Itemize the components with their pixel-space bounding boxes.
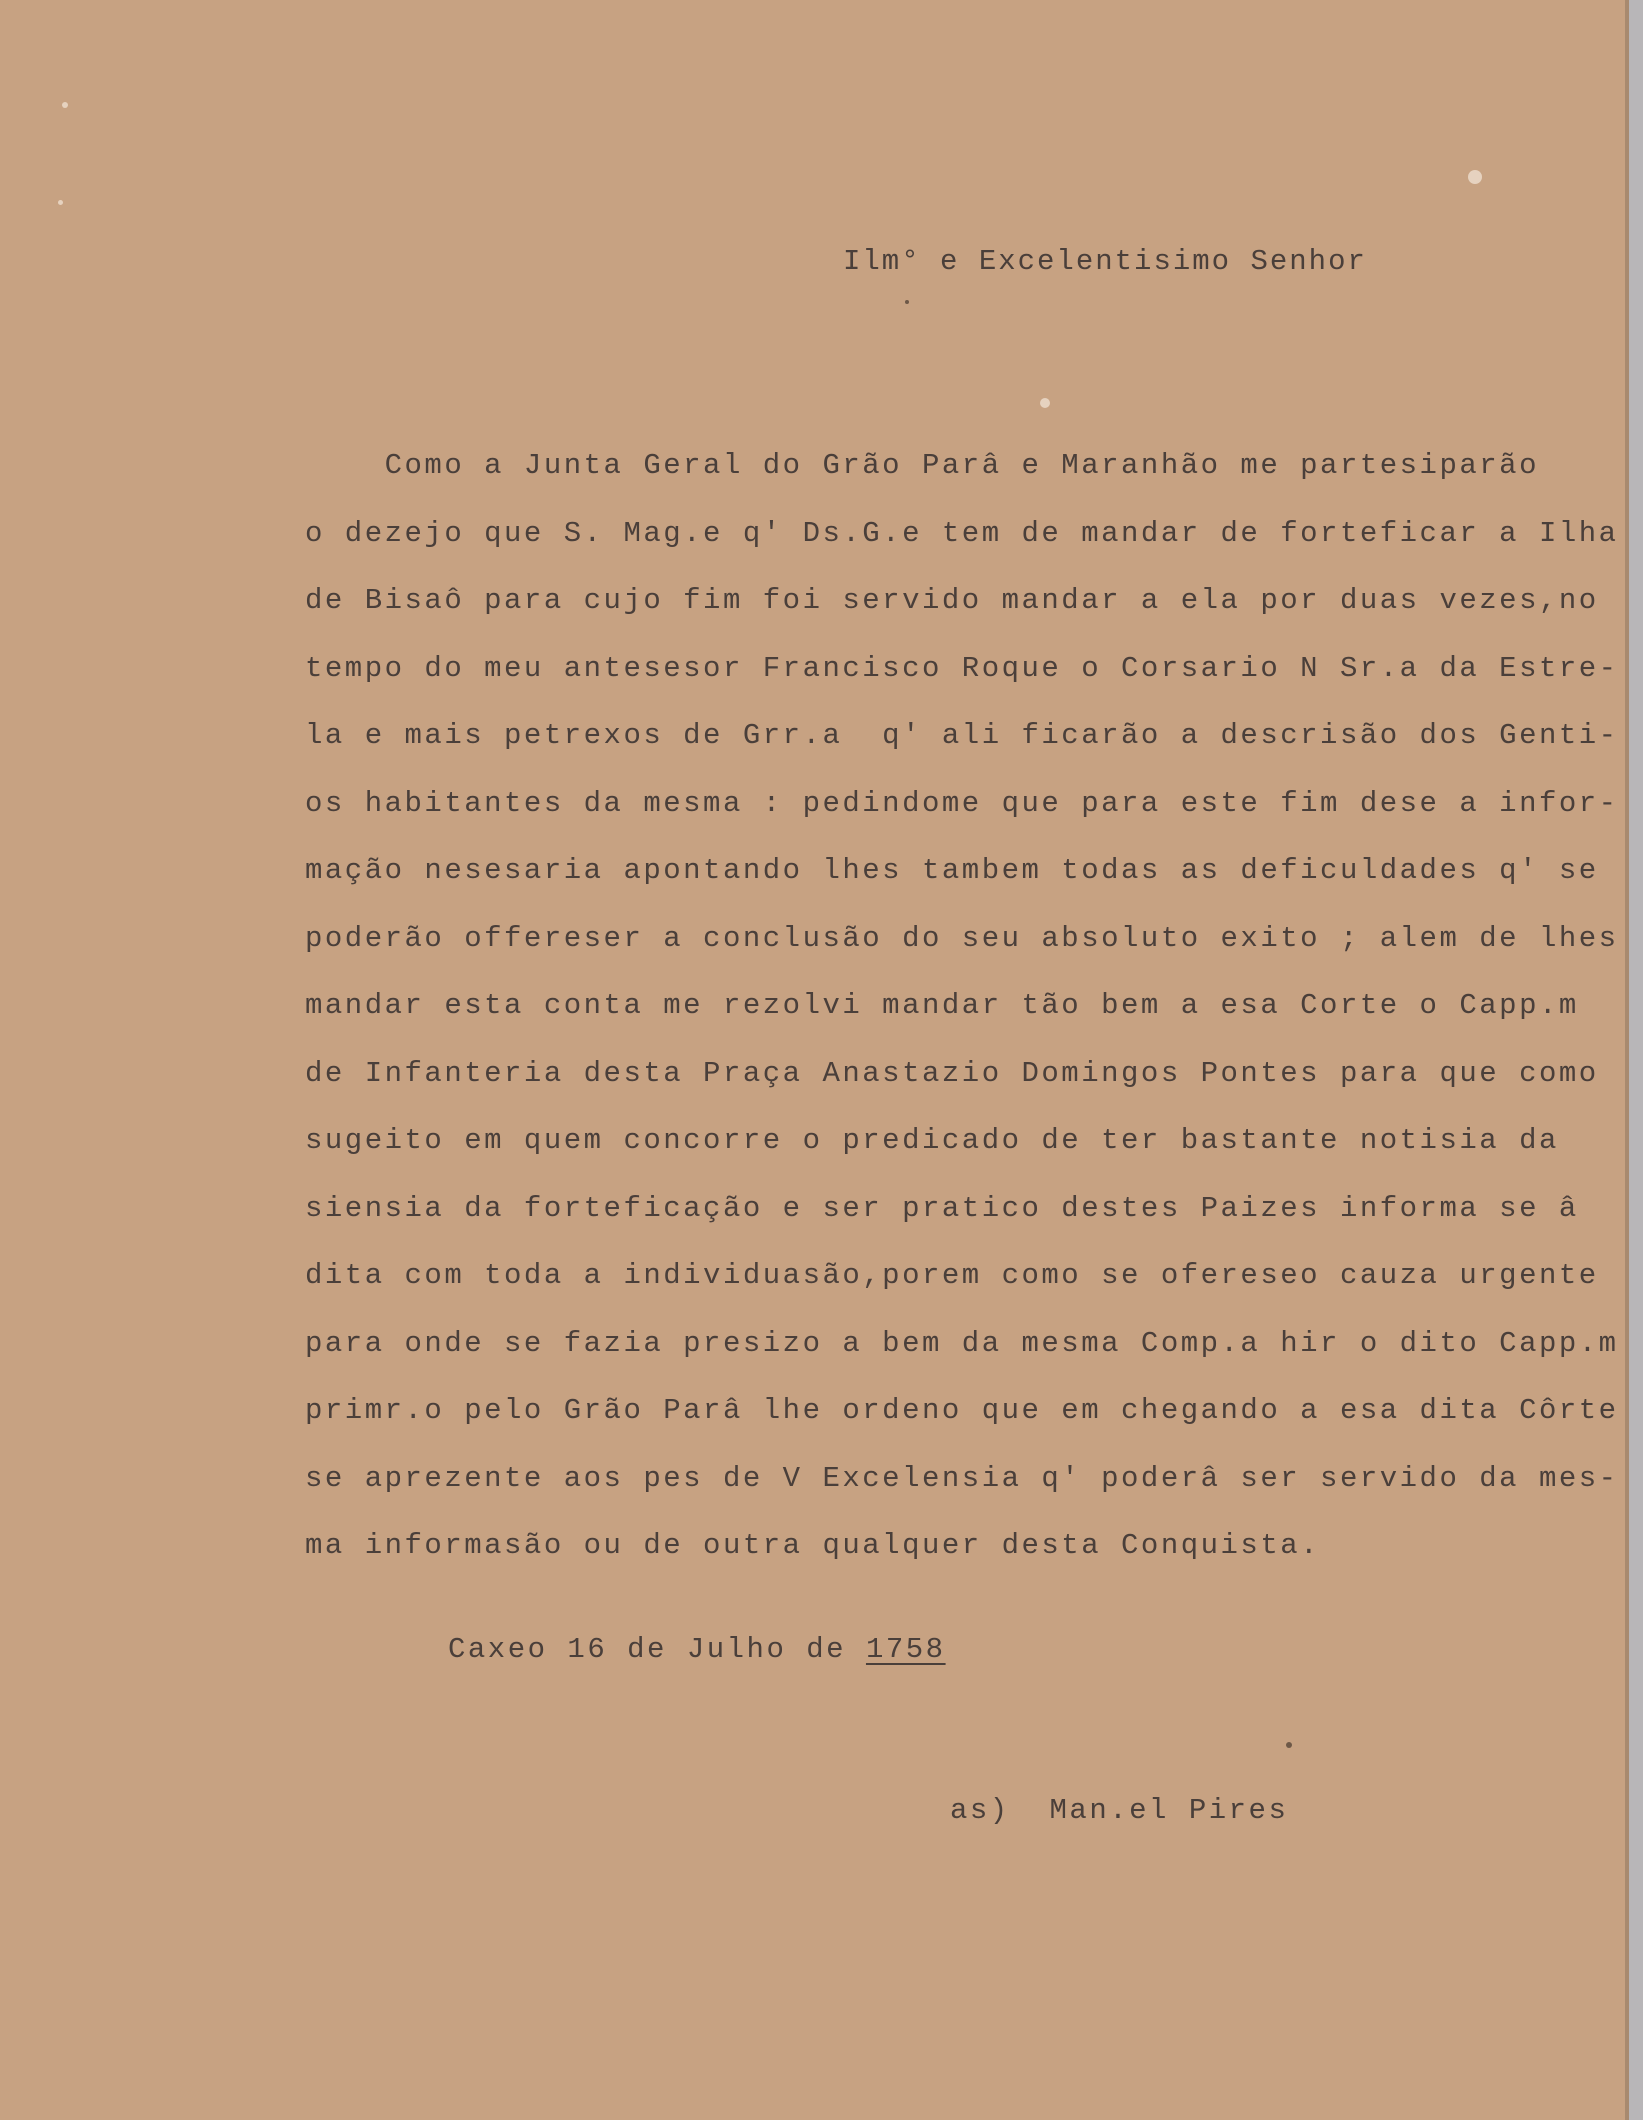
page-edge <box>1629 0 1643 2120</box>
signature: as) Man.el Pires <box>950 1794 1289 1827</box>
body-line: poderão offereser a conclusão do seu absoluto exito ; alem de lhes <box>305 922 1619 955</box>
body-line: ma informasão ou de outra qualquer desta Conquista. <box>305 1529 1321 1562</box>
body-line: siensia da forteficação e ser pratico destes Paizes informa se â <box>305 1192 1579 1225</box>
paper-speck <box>62 102 68 108</box>
body-line: tempo do meu antesesor Francisco Roque o Corsario N Sr.a da Estre- <box>305 652 1619 685</box>
body-line: mandar esta conta me rezolvi mandar tão bem a esa Corte o Capp.m <box>305 989 1579 1022</box>
paper-speck <box>58 200 63 205</box>
paper-speck <box>1286 1742 1292 1748</box>
body-line: mação nesesaria apontando lhes tambem todas as deficuldades q' se <box>305 854 1599 887</box>
body-line: de Bisaô para cujo fim foi servido mandar a ela por duas vezes,no <box>305 584 1599 617</box>
date-year: 1758 <box>865 1633 946 1666</box>
body-line: para onde se fazia presizo a bem da mesma Comp.a hir o dito Capp.m <box>305 1327 1619 1360</box>
body-line: os habitantes da mesma : pedindome que para este fim dese a infor- <box>305 787 1619 820</box>
paper-speck <box>1468 170 1482 184</box>
date-text: Caxeo 16 de Julho de <box>448 1633 866 1666</box>
body-line: la e mais petrexos de Grr.a q' ali ficarão a descrisão dos Genti- <box>305 719 1619 752</box>
body-line: se aprezente aos pes de V Excelensia q' poderâ ser servido da mes- <box>305 1462 1619 1495</box>
body-line: primr.o pelo Grão Parâ lhe ordeno que em chegando a esa dita Côrte <box>305 1394 1619 1427</box>
body-line: de Infanteria desta Praça Anastazio Domingos Pontes para que como <box>305 1057 1599 1090</box>
date-line <box>448 1632 946 1668</box>
paper-speck <box>905 300 909 304</box>
salutation: Ilm° e Excelentisimo Senhor <box>843 245 1367 278</box>
body-line: sugeito em quem concorre o predicado de ter bastante notisia da <box>305 1124 1559 1157</box>
body-line: Como a Junta Geral do Grão Parâ e Maranhão me partesiparão <box>305 449 1539 482</box>
body-line: o dezejo que S. Mag.e q' Ds.G.e tem de mandar de forteficar a Ilha <box>305 517 1619 550</box>
paper-speck <box>1040 398 1050 408</box>
body-line: dita com toda a individuasão,porem como se ofereseo cauza urgente <box>305 1259 1599 1292</box>
